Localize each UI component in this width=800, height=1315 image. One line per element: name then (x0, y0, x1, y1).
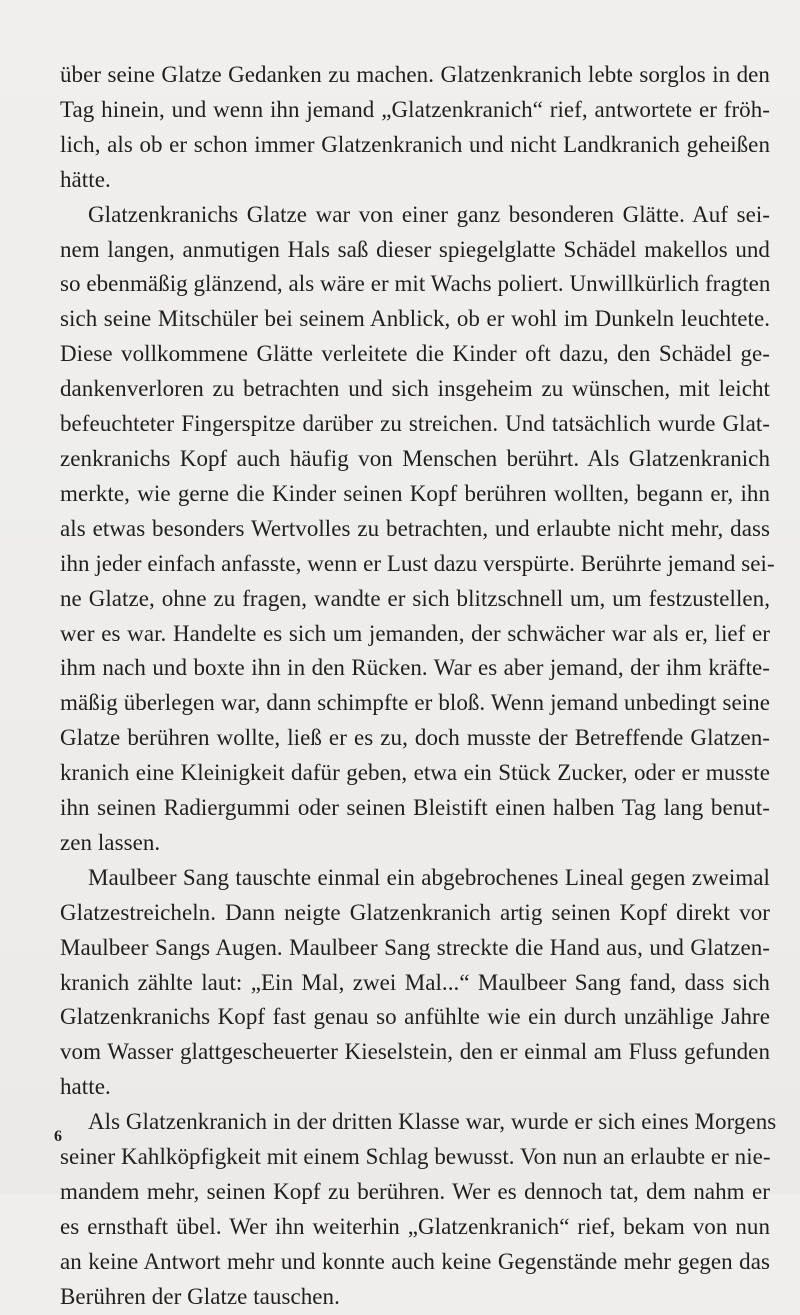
text-line: ne Glatze, ohne zu fragen, wandte er sich blitzschnell um, um festzustellen, (60, 585, 770, 611)
text-line: nem langen, anmutigen Hals saß dieser spiegelglatte Schädel makellos und (60, 236, 770, 262)
text-line: Tag hinein, und wenn ihn jemand „Glatzenkranich“ rief, antwortete er fröh- (60, 96, 770, 122)
page-number: 6 (54, 1128, 62, 1145)
text-line: zen lassen. (60, 829, 161, 855)
text-line: Glatzenkranichs Glatze war von einer ganz besonderen Glätte. Auf sei- (88, 201, 770, 227)
text-line: lich, als ob er schon immer Glatzenkranich und nicht Landkranich geheißen (60, 131, 770, 157)
text-line: dankenverloren zu betrachten und sich insgeheim zu wünschen, mit leicht (60, 376, 770, 402)
paragraph (60, 58, 770, 198)
text-line: Glatzenkranichs Kopf fast genau so anfühlte wie ein durch unzählige Jahre (60, 1004, 770, 1030)
paragraph (60, 198, 775, 861)
text-line: merkte, wie gerne die Kinder seinen Kopf berühren wollten, begann er, ihn (60, 480, 770, 506)
text-line: zenkranichs Kopf auch häufig von Menschen berührt. Als Glatzenkranich (60, 445, 770, 471)
text-line: Berühren der Glatze tauschen. (60, 1283, 340, 1309)
text-line: als etwas besonders Wertvolles zu betrachten, und erlaubte nicht mehr, dass (60, 515, 770, 541)
text-line: ihn jeder einfach anfasste, wenn er Lust dazu verspürte. Berührte jemand sei- (60, 550, 775, 576)
text-line: Diese vollkommene Glätte verleitete die Kinder oft dazu, den Schädel ge- (60, 341, 770, 367)
text-line: befeuchteter Fingerspitze darüber zu streichen. Und tatsächlich wurde Glat- (60, 411, 770, 437)
text-line: ihm nach und boxte ihn in den Rücken. War es aber jemand, der ihm kräfte- (60, 655, 770, 681)
text-line: mäßig überlegen war, dann schimpfte er bloß. Wenn jemand unbedingt seine (60, 690, 770, 716)
text-line: mandem mehr, seinen Kopf zu berühren. Wer es dennoch tat, dem nahm er (60, 1179, 770, 1204)
text-line: hatte. (60, 1074, 111, 1100)
text-line: Maulbeer Sang tauschte einmal ein abgebrochenes Lineal gegen zweimal (88, 864, 770, 890)
text-line: ihn seinen Radiergummi oder seinen Bleistift einen halben Tag lang benut- (60, 795, 770, 821)
text-line: Glatze berühren wollte, ließ er es zu, doch musste der Betreffende Glatzen- (60, 725, 770, 751)
text-line: an keine Antwort mehr und konnte auch keine Gegenstände mehr gegen das (60, 1248, 770, 1274)
text-line: es ernsthaft übel. Wer ihn weiterhin „Glatzenkranich“ rief, bekam von nun (60, 1213, 770, 1239)
text-line: hätte. (60, 166, 111, 192)
text-line: kranich zählte laut: „Ein Mal, zwei Mal...“ Maulbeer Sang fand, dass sich (60, 969, 770, 995)
text-line: wer es war. Handelte es sich um jemanden, der schwächer war als er, lief er (60, 620, 770, 646)
text-line: sich seine Mitschüler bei seinem Anblick, ob er wohl im Dunkeln leuchtete. (60, 306, 770, 332)
page-body-text (60, 58, 777, 1315)
text-line: über seine Glatze Gedanken zu machen. Glatzenkranich lebte sorglos in den (60, 62, 770, 87)
text-line: Glatzestreicheln. Dann neigte Glatzenkranich artig seinen Kopf direkt vor (60, 899, 770, 925)
text-line: Maulbeer Sangs Augen. Maulbeer Sang streckte die Hand aus, und Glatzen- (60, 934, 770, 960)
text-line: so ebenmäßig glänzend, als wäre er mit Wachs poliert. Unwillkürlich fragten (60, 271, 771, 297)
text-line: seiner Kahlköpfigkeit mit einem Schlag bewusst. Von nun an erlaubte er nie- (60, 1144, 771, 1170)
text-line: kranich eine Kleinigkeit dafür geben, etwa ein Stück Zucker, oder er musste (60, 760, 770, 786)
text-line: Als Glatzenkranich in der dritten Klasse war, wurde er sich eines Morgens (88, 1109, 777, 1135)
paragraph (60, 1105, 777, 1314)
text-line: vom Wasser glattgescheuerter Kieselstein, den er einmal am Fluss gefunden (60, 1039, 770, 1065)
paragraph (60, 861, 770, 1105)
